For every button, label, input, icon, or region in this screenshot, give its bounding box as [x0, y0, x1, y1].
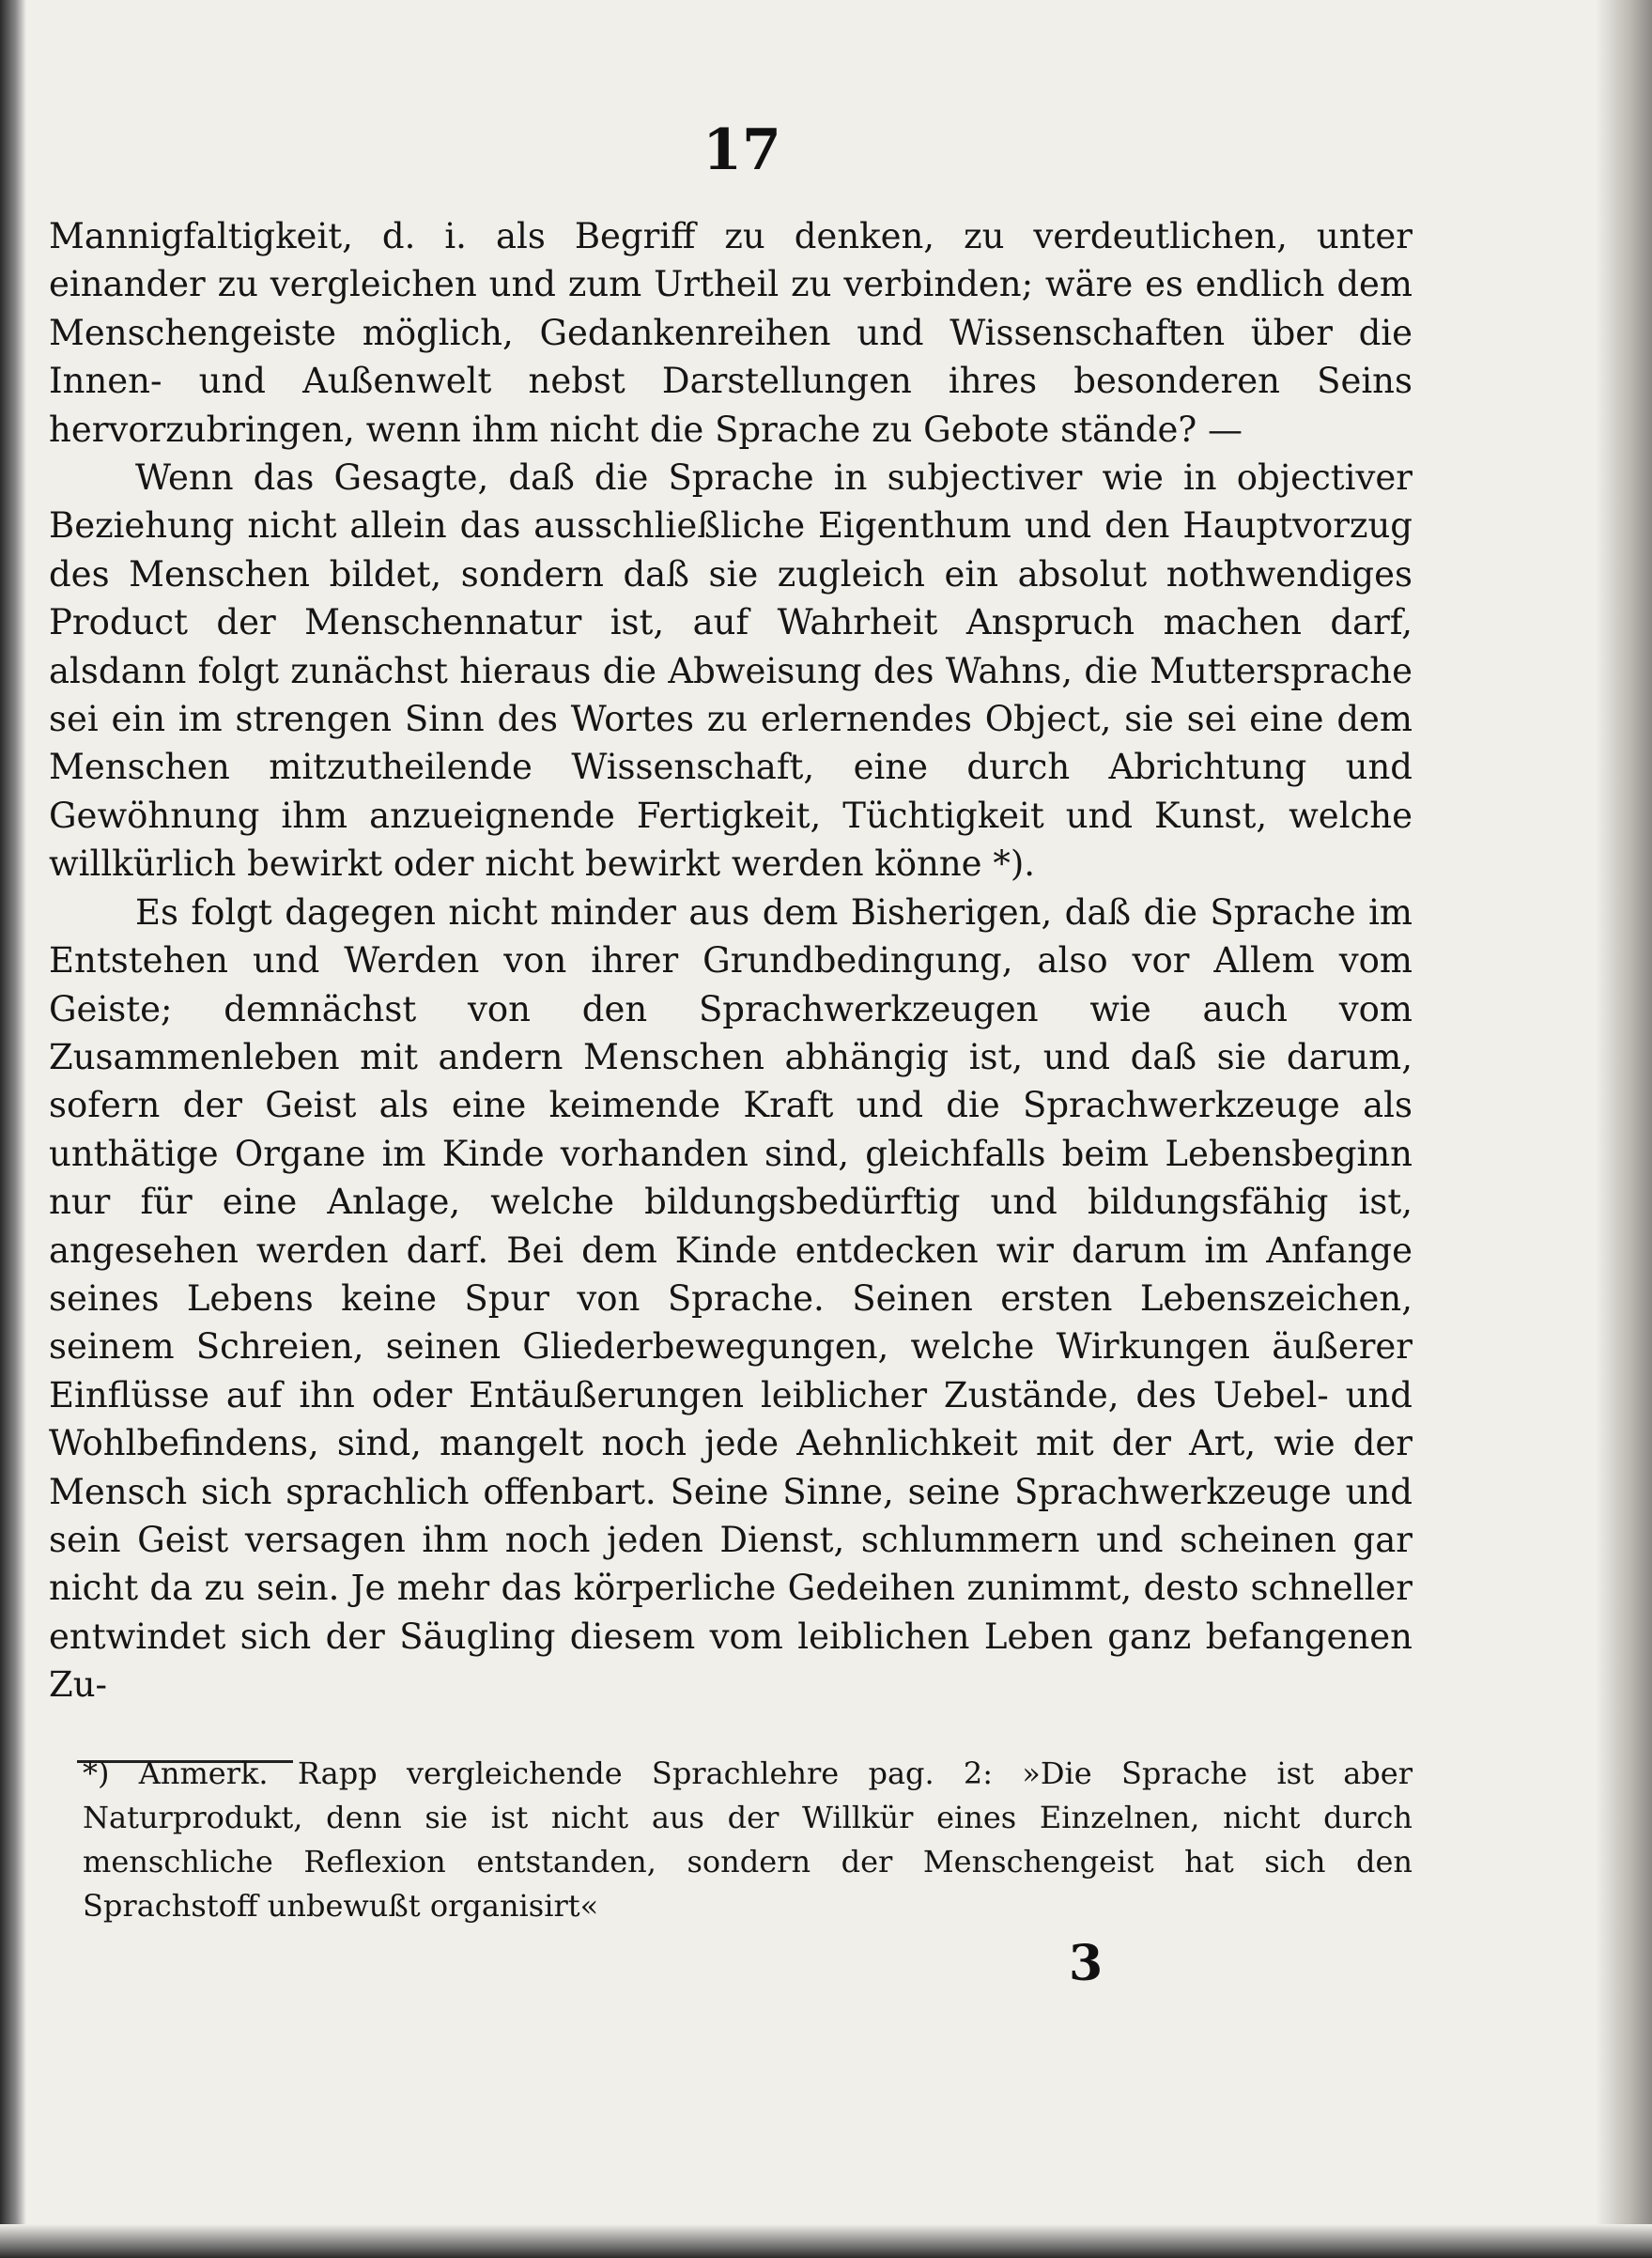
- body-text: [49, 212, 1413, 1709]
- signature-mark: 3: [1069, 1935, 1104, 1992]
- paragraph-continued: Mannigfaltigkeit, d. i. als Begriff zu denken, zu verdeutlichen, unter einander zu vergleichen und zum Urtheil zu verbinden; wäre es endlich dem Menschengeiste möglich, Gedankenreihen und Wissenschaften über die Innen- und Außenwelt nebst Darstellungen ihres besonderen Seins hervorzubringen, wenn ihm nicht die Sprache zu Gebote stände? —: [49, 216, 1413, 450]
- paragraph: Es folgt dagegen nicht minder aus dem Bisherigen, daß die Sprache im Entstehen und Werden von ihrer Grundbedingung, also vor Allem vom Geiste; demnächst von den Sprachwerkzeugen wie auch vom Zusammenleben mit andern Menschen abhängig ist, und daß sie darum, sofern der Geist als eine keimende Kraft und die Sprachwerkzeuge als unthätige Organe im Kinde vorhanden sind, gleichfalls beim Lebensbeginn nur für eine Anlage, welche bildungsbedürftig und bildungsfähig ist, angesehen werden darf. Bei dem Kinde entdecken wir darum im Anfange seines Lebens keine Spur von Sprache. Seinen ersten Lebenszeichen, seinem Schreien, seinen Gliederbewegungen, welche Wirkungen äußerer Einflüsse auf ihn oder Entäußerungen leiblicher Zustände, des Uebel- und Wohlbefindens, sind, mangelt noch jede Aehnlichkeit mit der Art, wie der Mensch sich sprachlich offenbart. Seine Sinne, seine Sprachwerkzeuge und sein Geist versagen ihm noch jeden Dienst, schlummern und scheinen gar nicht da zu sein. Je mehr das körperliche Gedeihen zunimmt, desto schneller entwindet sich der Säugling diesem vom leiblichen Leben ganz befangenen Zu-: [49, 891, 1413, 1706]
- page-spine-shadow: [0, 0, 26, 2258]
- page-number: 17: [702, 117, 781, 183]
- page-bottom-edge: [0, 2224, 1652, 2258]
- page-right-edge: [1596, 0, 1652, 2258]
- paragraph: Wenn das Gesagte, daß die Sprache in subjectiver wie in objectiver Beziehung nicht allein das ausschließliche Eigenthum und den Hauptvorzug des Menschen bildet, sondern daß sie zugleich ein absolut nothwendiges Product der Menschennatur ist, auf Wahrheit Anspruch machen darf, alsdann folgt zunächst hieraus die Abweisung des Wahns, die Muttersprache sei ein im strengen Sinn des Wortes zu erlernendes Object, sie sei eine dem Menschen mitzutheilende Wissenschaft, eine durch Abrichtung und Gewöhnung ihm anzueignende Fertigkeit, Tüchtigkeit und Kunst, welche willkürlich bewirkt oder nicht bewirkt werden könne *).: [49, 457, 1413, 885]
- footnote: *) Anmerk. Rapp vergleichende Sprachlehre pag. 2: »Die Sprache ist aber Naturprodukt, denn sie ist nicht aus der Willkür eines Einzelnen, nicht durch menschliche Reflexion entstanden, sondern der Menschengeist hat sich den Sprachstoff unbewußt organisirt«: [83, 1755, 1413, 1924]
